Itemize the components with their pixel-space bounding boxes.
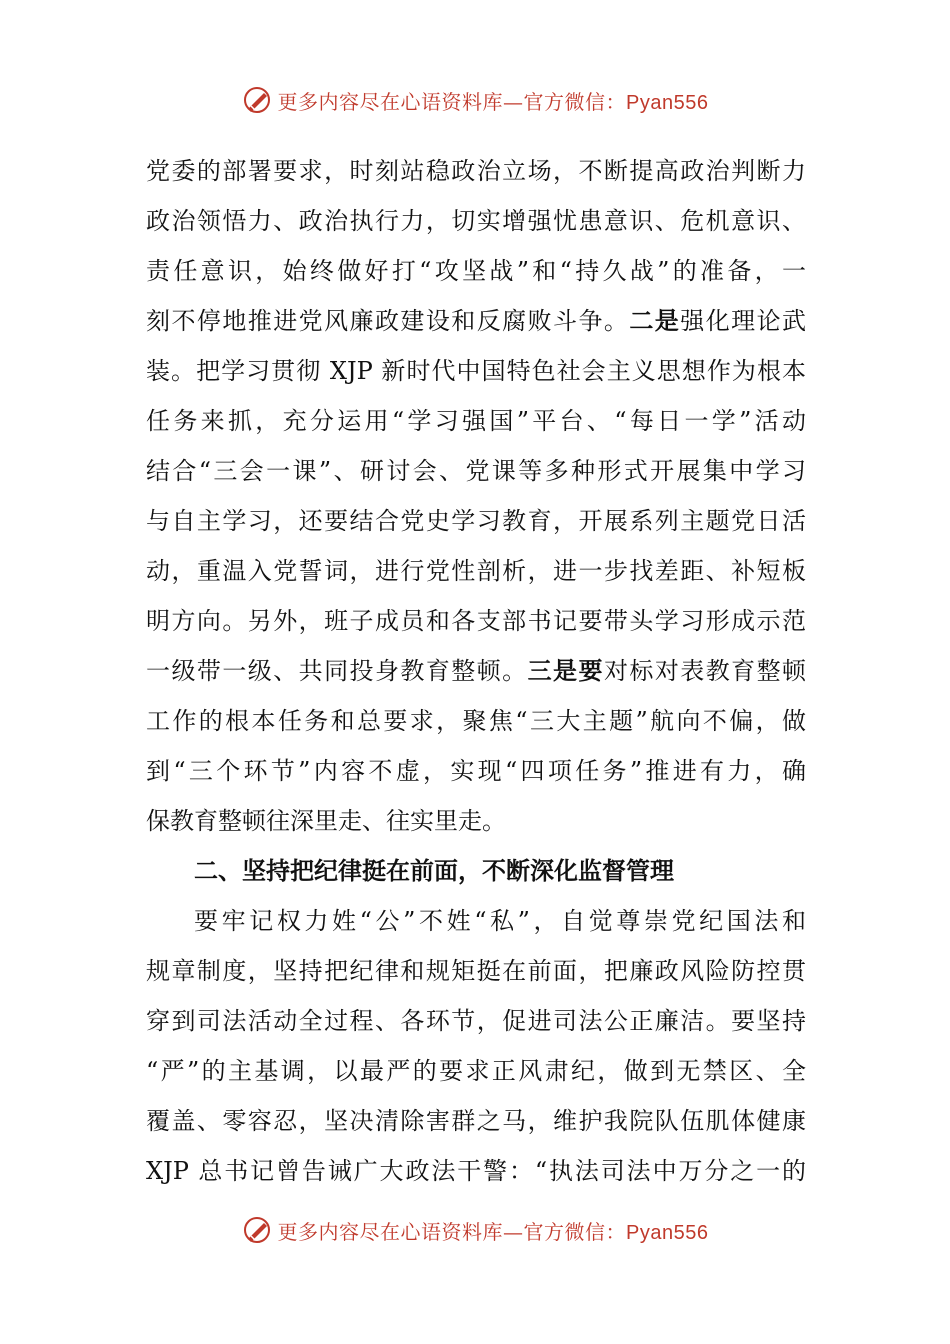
header-watermark-banner	[0, 80, 950, 120]
paragraph-line	[146, 496, 806, 546]
text-segment: 对标对表教育整顿	[603, 657, 806, 685]
paragraph-line	[146, 396, 806, 446]
text-segment: 动，重温入党誓词，进行党性剖析，进一步找差距、补短板	[146, 557, 806, 585]
paragraph-line	[146, 346, 806, 396]
paragraph-line	[146, 1096, 806, 1146]
quill-logo-icon	[242, 85, 272, 115]
text-segment: 一级带一级、共同投身教育整顿。	[146, 657, 528, 685]
paragraph-line	[146, 896, 806, 946]
paragraph-line	[146, 1146, 806, 1196]
document-body	[146, 146, 806, 1196]
banner-text: 更多内容尽在心语资料库—官方微信：Pyan556	[277, 1219, 709, 1244]
text-segment: 与自主学习，还要结合党史学习教育，开展系列主题党日活	[146, 507, 806, 535]
paragraph-line	[146, 996, 806, 1046]
text-segment: 强化理论武	[680, 307, 806, 335]
paragraph-line	[146, 946, 806, 996]
paragraph-line	[146, 246, 806, 296]
wechat-handle: Pyan556	[626, 1221, 709, 1244]
paragraph-line	[146, 296, 806, 346]
paragraph-line	[146, 546, 806, 596]
text-segment: 覆盖、零容忍，坚决清除害群之马，维护我院队伍肌体健康	[146, 1107, 806, 1135]
text-segment: 规章制度，坚持把纪律和规矩挺在前面，把廉政风险防控贯	[146, 957, 806, 985]
text-segment: 要牢记权力姓“公”不姓“私”，自觉尊崇党纪国法和	[194, 907, 806, 935]
section-heading	[146, 846, 806, 896]
paragraph-line	[146, 1046, 806, 1096]
text-segment: XJP 总书记曾告诫广大政法干警：“执法司法中万分之一的	[146, 1157, 806, 1185]
banner-text: 更多内容尽在心语资料库—官方微信：Pyan556	[277, 89, 709, 114]
text-segment: 责任意识，始终做好打“攻坚战”和“持久战”的准备，一	[146, 257, 806, 285]
paragraph-line	[146, 796, 806, 846]
text-segment: 党委的部署要求，时刻站稳政治立场，不断提高政治判断力	[146, 157, 806, 185]
text-segment: 穿到司法活动全过程、各环节，促进司法公正廉洁。要坚持	[146, 1007, 806, 1035]
text-segment: 工作的根本任务和总要求，聚焦“三大主题”航向不偏，做	[146, 707, 806, 735]
text-segment: “严”的主基调，以最严的要求正风肃纪，做到无禁区、全	[146, 1057, 806, 1085]
paragraph-line	[146, 696, 806, 746]
text-segment: 刻不停地推进党风廉政建设和反腐败斗争。	[146, 307, 630, 335]
paragraph-line	[146, 596, 806, 646]
bold-lead-phrase: 三是要	[527, 656, 604, 685]
text-segment: 任务来抓，充分运用“学习强国”平台、“每日一学”活动	[146, 407, 806, 435]
text-segment: 保教育整顿往深里走、往实里走。	[146, 807, 506, 835]
text-segment: 明方向。另外，班子成员和各支部书记要带头学习形成示范	[146, 607, 806, 635]
wechat-handle: Pyan556	[626, 91, 709, 114]
quill-logo-icon	[242, 1215, 272, 1245]
paragraph-line	[146, 746, 806, 796]
text-segment: 到“三个环节”内容不虚，实现“四项任务”推进有力，确	[146, 757, 806, 785]
paragraph-line	[146, 446, 806, 496]
text-segment: 政治领悟力、政治执行力，切实增强忧患意识、危机意识、	[146, 207, 806, 235]
text-segment: 装。把学习贯彻 XJP 新时代中国特色社会主义思想作为根本	[146, 357, 806, 385]
text-segment: 二、坚持把纪律挺在前面，不断深化监督管理	[194, 856, 674, 885]
paragraph-line	[146, 146, 806, 196]
paragraph-line	[146, 646, 806, 696]
bold-lead-phrase: 二是	[629, 306, 681, 335]
footer-watermark-banner	[0, 1210, 950, 1250]
paragraph-line	[146, 196, 806, 246]
text-segment: 结合“三会一课”、研讨会、党课等多种形式开展集中学习	[146, 457, 806, 485]
